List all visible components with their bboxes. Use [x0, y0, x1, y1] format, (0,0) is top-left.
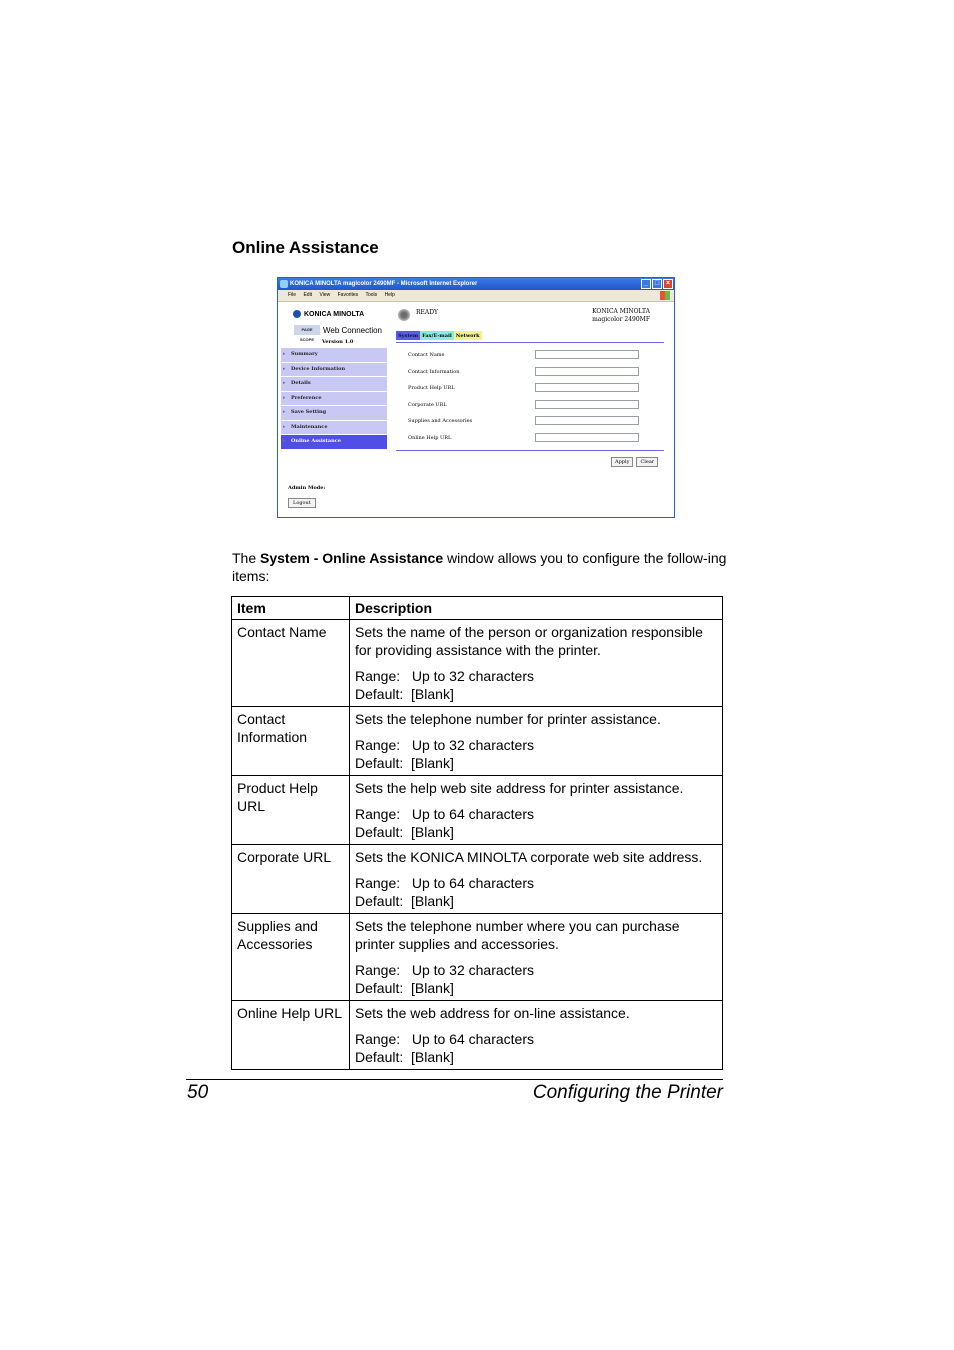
menu-favorites[interactable]: Favorites: [337, 292, 359, 298]
intro-bold-text: System - Online Assistance: [260, 550, 444, 566]
range-line: [355, 667, 717, 685]
supplies-accessories-input[interactable]: [535, 416, 639, 425]
globe-icon: [293, 310, 301, 318]
printer-status-icon: [398, 309, 410, 321]
range-value: Up to 32 characters: [411, 668, 534, 684]
description-text: Sets the KONICA MINOLTA corporate web site address.: [355, 849, 703, 865]
contact-information-input[interactable]: [535, 367, 639, 376]
column-header-description: Description: [350, 597, 723, 620]
admin-mode-label: Admin Mode:: [288, 485, 326, 491]
page-number: 50: [187, 1082, 209, 1103]
description-cell: [350, 620, 723, 707]
contact-information-label: Contact Information: [408, 368, 460, 375]
default-line: [355, 823, 717, 841]
intro-paragraph: [232, 549, 727, 585]
description-cell: [350, 1001, 723, 1070]
default-value: [Blank]: [411, 893, 454, 909]
menu-edit[interactable]: Edit: [303, 292, 313, 298]
sidebar-item-summary[interactable]: ▸ Summary: [281, 348, 387, 362]
supplies-accessories-label: Supplies and Accessories: [408, 418, 473, 424]
corporate-url-input[interactable]: [535, 400, 639, 409]
default-label: Default:: [355, 755, 404, 771]
range-line: [355, 961, 717, 979]
apply-button[interactable]: Apply: [611, 457, 633, 467]
sidebar-item-save-setting[interactable]: ▸ Save Setting: [281, 406, 387, 420]
range-value: Up to 32 characters: [411, 962, 534, 978]
table-row: [232, 914, 723, 1001]
form-buttons: [611, 457, 658, 467]
range-label: Range:: [355, 962, 401, 978]
description-cell: [350, 845, 723, 914]
item-cell: Product Help URL: [232, 776, 350, 845]
range-label: Range:: [355, 668, 401, 684]
sidebar-item-maintenance[interactable]: ▸ Maintenance: [281, 421, 387, 435]
browser-icon: [280, 280, 288, 288]
konica-minolta-logo: [293, 310, 364, 318]
online-help-url-label: Online Help URL: [408, 434, 452, 441]
tab-fax-email[interactable]: Fax/E-mail: [422, 333, 452, 339]
form-row: [408, 431, 643, 448]
model-name: [592, 308, 650, 324]
description-text: Sets the help web site address for printer assistance.: [355, 780, 684, 796]
maximize-icon[interactable]: □: [652, 279, 662, 289]
windows-flag-icon: [660, 291, 670, 300]
range-label: Range:: [355, 1031, 401, 1047]
intro-text-after: window allows you to configure the follow-ing items:: [232, 550, 727, 584]
footer-rule: [186, 1079, 723, 1080]
default-value: [Blank]: [411, 1049, 454, 1065]
sidebar-item-device-information[interactable]: ▸ Device Information: [281, 363, 387, 377]
default-line: [355, 892, 717, 910]
form-row: [408, 348, 643, 365]
range-line: [355, 874, 717, 892]
status-text: READY: [416, 309, 439, 316]
sidebar-item-details[interactable]: ▸ Details: [281, 377, 387, 391]
sidebar-item-preference[interactable]: ▸ Preference: [281, 392, 387, 406]
default-line: [355, 979, 717, 997]
web-connection-label: Web Connection: [323, 325, 382, 335]
sidebar-item-online-assistance[interactable]: ▸ Online Assistance: [281, 435, 387, 449]
pagescope-badge: PAGE SCOPE: [294, 325, 320, 335]
item-cell: Contact Information: [232, 707, 350, 776]
table-row: [232, 620, 723, 707]
item-cell: Corporate URL: [232, 845, 350, 914]
menu-tools[interactable]: Tools: [365, 292, 378, 298]
minimize-icon[interactable]: _: [641, 279, 651, 289]
default-value: [Blank]: [411, 755, 454, 771]
table-row: [232, 707, 723, 776]
range-line: [355, 1030, 717, 1048]
description-text: Sets the name of the person or organization responsible for providing assistance with the printer.: [355, 624, 703, 658]
table-row: [232, 776, 723, 845]
form-row: [408, 414, 643, 431]
settings-form: [408, 348, 643, 447]
corporate-url-label: Corporate URL: [408, 401, 447, 408]
online-help-url-input[interactable]: [535, 433, 639, 442]
logout-button[interactable]: Logout: [288, 498, 316, 508]
range-label: Range:: [355, 806, 401, 822]
product-help-url-input[interactable]: [535, 383, 639, 392]
menu-file[interactable]: File: [288, 292, 297, 298]
menu-help[interactable]: Help: [384, 292, 395, 298]
model-line-1: KONICA MINOLTA: [592, 308, 650, 315]
chapter-title: Configuring the Printer: [532, 1082, 723, 1103]
column-header-item: Item: [232, 597, 350, 620]
version-label: Version 1.0: [322, 339, 354, 345]
contact-name-label: Contact Name: [408, 352, 445, 358]
item-cell: Supplies and Accessories: [232, 914, 350, 1001]
section-heading: Online Assistance: [232, 238, 379, 257]
window-titlebar: [278, 278, 674, 290]
table-row: [232, 1001, 723, 1070]
default-line: [355, 1048, 717, 1066]
description-text: Sets the web address for on-line assistance.: [355, 1005, 630, 1021]
description-cell: [350, 776, 723, 845]
close-icon[interactable]: ×: [663, 279, 673, 289]
description-cell: [350, 707, 723, 776]
tab-bar: [396, 331, 482, 340]
default-label: Default:: [355, 1049, 404, 1065]
intro-text-before: The: [232, 550, 261, 566]
range-value: Up to 64 characters: [411, 875, 534, 891]
form-row: [408, 381, 643, 398]
item-cell: Contact Name: [232, 620, 350, 707]
default-label: Default:: [355, 686, 404, 702]
form-row: [408, 398, 643, 415]
window-title: KONICA MINOLTA magicolor 2490MF - Microsoft Internet Explorer: [290, 281, 478, 287]
default-label: Default:: [355, 893, 404, 909]
default-value: [Blank]: [411, 824, 454, 840]
web-connection-screenshot: [277, 277, 675, 518]
form-divider: [396, 450, 664, 451]
table-header-row: [232, 597, 723, 620]
range-label: Range:: [355, 875, 401, 891]
default-line: [355, 685, 717, 703]
product-help-url-label: Product Help URL: [408, 385, 455, 391]
range-value: Up to 64 characters: [411, 806, 534, 822]
model-line-2: magicolor 2490MF: [592, 316, 650, 323]
menu-view[interactable]: View: [319, 292, 331, 298]
default-value: [Blank]: [411, 980, 454, 996]
default-label: Default:: [355, 824, 404, 840]
sidebar-nav: [281, 348, 387, 450]
range-line: [355, 805, 717, 823]
range-value: Up to 32 characters: [411, 737, 534, 753]
tab-divider: [396, 342, 664, 343]
tab-network[interactable]: Network: [455, 333, 480, 339]
range-value: Up to 64 characters: [411, 1031, 534, 1047]
default-value: [Blank]: [411, 686, 454, 702]
default-label: Default:: [355, 980, 404, 996]
menu-bar: [278, 290, 674, 302]
contact-name-input[interactable]: [535, 350, 639, 359]
clear-button[interactable]: Clear: [636, 457, 658, 467]
tab-system[interactable]: System: [398, 333, 419, 339]
settings-table: [231, 596, 723, 1070]
description-cell: [350, 914, 723, 1001]
description-text: Sets the telephone number for printer assistance.: [355, 711, 661, 727]
default-line: [355, 754, 717, 772]
item-cell: Online Help URL: [232, 1001, 350, 1070]
description-text: Sets the telephone number where you can purchase printer supplies and accessories.: [355, 918, 680, 952]
range-label: Range:: [355, 737, 401, 753]
range-line: [355, 736, 717, 754]
form-row: [408, 365, 643, 382]
table-row: [232, 845, 723, 914]
brand-name: KONICA MINOLTA: [304, 310, 365, 318]
